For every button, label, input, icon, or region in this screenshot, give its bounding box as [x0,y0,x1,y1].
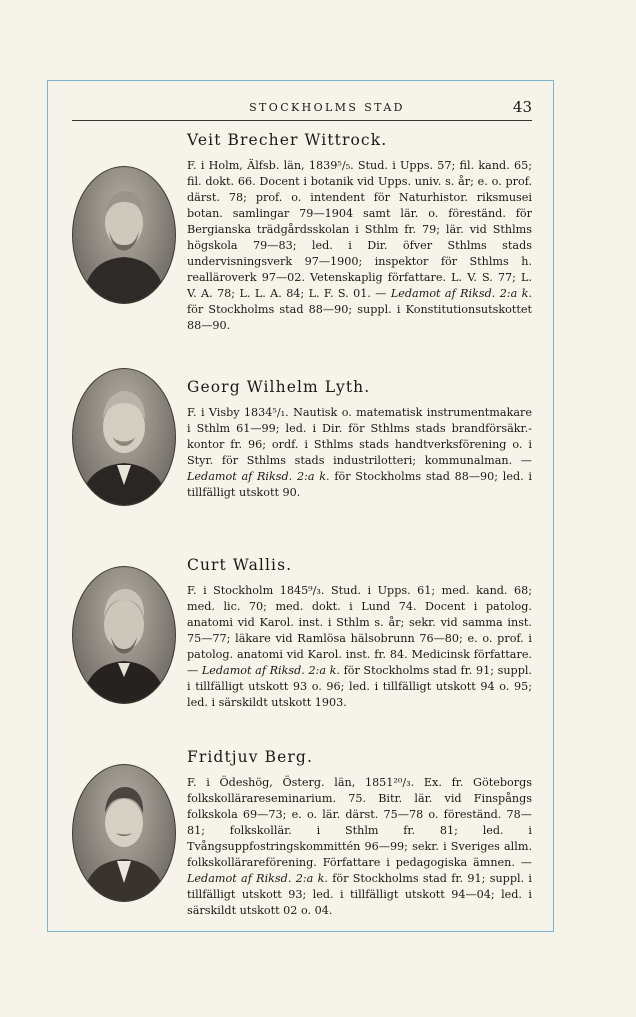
entry-name: Veit Brecher Wittrock. [187,131,388,149]
portrait-photo [72,368,176,506]
page-header [72,98,532,121]
entry-biography: F. i Visby 1834⁵/₁. Nautisk o. matematisk instrumentmakare i Sthlm 61—99; led. i Dir. för Sthlms stads brandförsäkr.-kontor fr. 96; ordf. i Sthlms stads handtverksförening o. i Styr. för Sthlms stads industrilotteri; kommunalman. — Ledamot af Riksd. 2:a k. för Stockholms stad 88—90; led. i tillfälligt utskott 90. [187,406,532,499]
portrait-photo [72,166,176,304]
portrait-figure-icon [73,167,175,303]
entry-biography: F. i Holm, Älfsb. län, 1839⁵/₅. Stud. i Upps. 57; fil. kand. 65; fil. dokt. 66. Docent i botanik vid Upps. univ. s. år; e. o. prof. därst. 78; prof. o. intendent för Naturhistor. riksmusei botan. samlingar 79—1904 samt lär. o. föreständ. för Bergianska trädgårdsskolan i Sthlm fr. 79; lär. vid Sthlms högskola 79—83; led. i Dir. öfver Sthlms stads undervisningsverk 97—1900; inspektor för Sthlms h. realläroverk 97—02. Vetenskaplig författare. L. V. S. 77; L. V. A. 78; L. L. A. 84; L. F. S. 01. — Ledamot af Riksd. 2:a k. för Stockholms stad 88—90; suppl. i Konstitutionsutskottet 88—90. [187,159,533,332]
portrait-figure-icon [73,765,175,901]
entry-name: Curt Wallis. [187,556,293,574]
page-number: 43 [512,98,532,116]
entry-name: Fridtjuv Berg. [187,748,313,766]
entry-biography: F. i Ödeshög, Österg. län, 1851²⁰/₃. Ex. fr. Göteborgs folkskollärareseminarium. 75. Bitr. lär. vid Finspångs folkskola 69—73; e. o. lär. därst. 75—78 o. föreständ. 78—81; folkskollär. i Sthlm fr. 81; led. i Tvångsuppfostringskommittén 96—99; sekr. i Sveriges allm. folkskollärareförening. Författare i pedagogiska ämnen. — Ledamot af Riksd. 2:a k. för Stockholms stad fr. 91; suppl. i tillfälligt utskott 93; led. i tillfälligt utskott 94—04; led. i särskildt utskott 02 o. 04. [187,776,533,917]
portrait-photo [72,566,176,704]
entry-name: Georg Wilhelm Lyth. [187,378,371,396]
portrait-figure-icon [73,369,175,505]
portrait-photo [72,764,176,902]
running-title: STOCKHOLMS STAD [249,101,405,114]
portrait-figure-icon [73,567,175,703]
entry-biography: F. i Stockholm 1845⁹/₃. Stud. i Upps. 61; med. kand. 68; med. lic. 70; med. dokt. i Lund 74. Docent i patolog. anatomi vid Karol. inst. i Sthlm s. år; sekr. vid samma inst. 75—77; läkare vid Ramlösa hälsobrunn 76—80; e. o. prof. i patolog. anatomi vid Karol. inst. fr. 84. Medicinsk författare. — Ledamot af Riksd. 2:a k. för Stockholms stad fr. 91; suppl. i tillfälligt utskott 93 o. 96; led. i tillfälligt utskott 94 o. 95; led. i särskildt utskott 1903. [187,584,532,709]
